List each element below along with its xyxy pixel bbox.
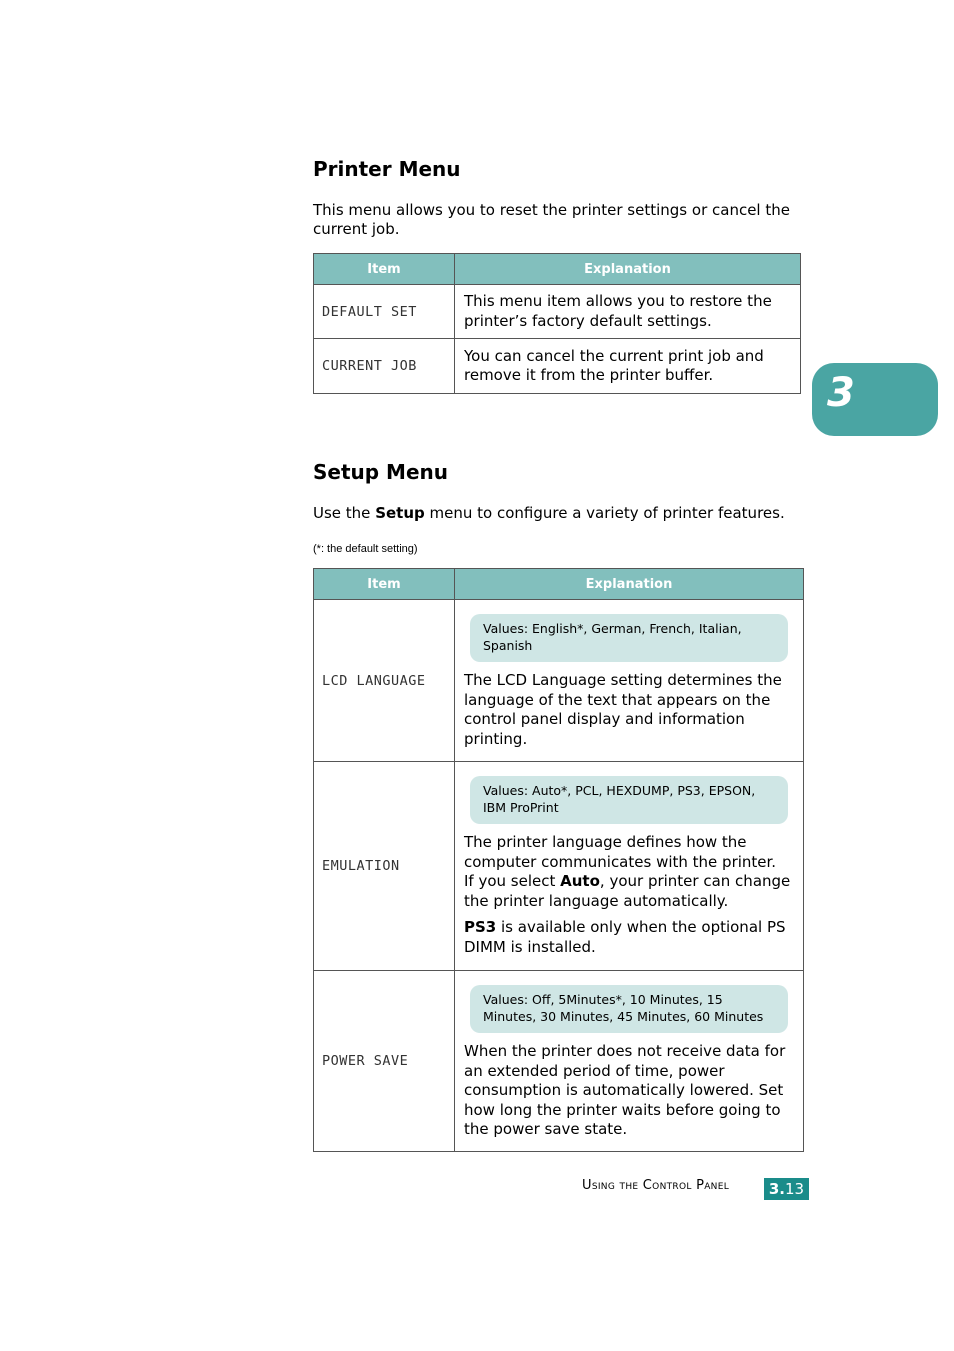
intro-bold: Setup <box>375 504 425 522</box>
item-cell: CURRENT JOB <box>314 339 455 394</box>
explanation-text <box>464 918 794 957</box>
table-row <box>314 285 801 339</box>
bold-text: Auto <box>560 872 600 890</box>
text: is available only when the optional PS DIMM is installed. <box>464 918 786 956</box>
intro-text: menu to configure a variety of printer features. <box>424 504 785 522</box>
explanation-text <box>464 872 794 911</box>
chapter-prefix: 3. <box>768 1180 786 1198</box>
explanation-cell: You can cancel the current print job and remove it from the printer buffer. <box>455 339 801 394</box>
page-number: 13 <box>785 1180 805 1198</box>
printer-menu-table <box>313 253 801 394</box>
explanation-cell <box>455 762 804 971</box>
setup-menu-intro <box>313 504 813 523</box>
item-cell: POWER SAVE <box>314 971 455 1152</box>
table-header-item: Item <box>314 569 455 600</box>
default-setting-note: (*: the default setting) <box>313 543 418 555</box>
table-header-explanation: Explanation <box>455 254 801 285</box>
explanation-text: The printer language defines how the computer communicates with the printer. <box>464 833 777 871</box>
page-number-badge <box>764 1178 809 1200</box>
values-box: Values: Auto*, PCL, HEXDUMP, PS3, EPSON, IBM ProPrint <box>470 776 788 824</box>
printer-menu-intro: This menu allows you to reset the printer settings or cancel the current job. <box>313 201 790 238</box>
explanation-cell: This menu item allows you to restore the printer’s factory default settings. <box>455 285 801 339</box>
table-row <box>314 600 804 762</box>
table-row <box>314 971 804 1152</box>
item-cell: DEFAULT SET <box>314 285 455 339</box>
setup-menu-heading: Setup Menu <box>313 460 448 484</box>
footer-section-title: Using the Control Panel <box>582 1178 730 1193</box>
table-row <box>314 339 801 394</box>
text: If you select <box>464 872 561 890</box>
values-box: Values: Off, 5Minutes*, 10 Minutes, 15 Minutes, 30 Minutes, 45 Minutes, 60 Minutes <box>470 985 788 1033</box>
chapter-number: 3 <box>827 370 855 416</box>
setup-menu-table <box>313 568 804 1152</box>
table-header-item: Item <box>314 254 455 285</box>
item-cell: LCD LANGUAGE <box>314 600 455 762</box>
values-box: Values: English*, German, French, Italian, Spanish <box>470 614 788 662</box>
explanation-cell <box>455 971 804 1152</box>
table-row <box>314 762 804 971</box>
item-cell: EMULATION <box>314 762 455 971</box>
chapter-tab <box>812 363 938 436</box>
table-header-explanation: Explanation <box>455 569 804 600</box>
explanation-text: The LCD Language setting determines the language of the text that appears on the control panel display and information printing. <box>464 671 782 748</box>
printer-menu-heading: Printer Menu <box>313 157 461 181</box>
text: , your printer can change the printer language automatically. <box>464 872 791 910</box>
bold-text: PS3 <box>464 918 497 936</box>
intro-text: Use the <box>313 504 376 522</box>
explanation-text: When the printer does not receive data for an extended period of time, power consumption is automatically lowered. Set how long the printer waits before going to the power save state. <box>464 1042 786 1138</box>
explanation-cell <box>455 600 804 762</box>
